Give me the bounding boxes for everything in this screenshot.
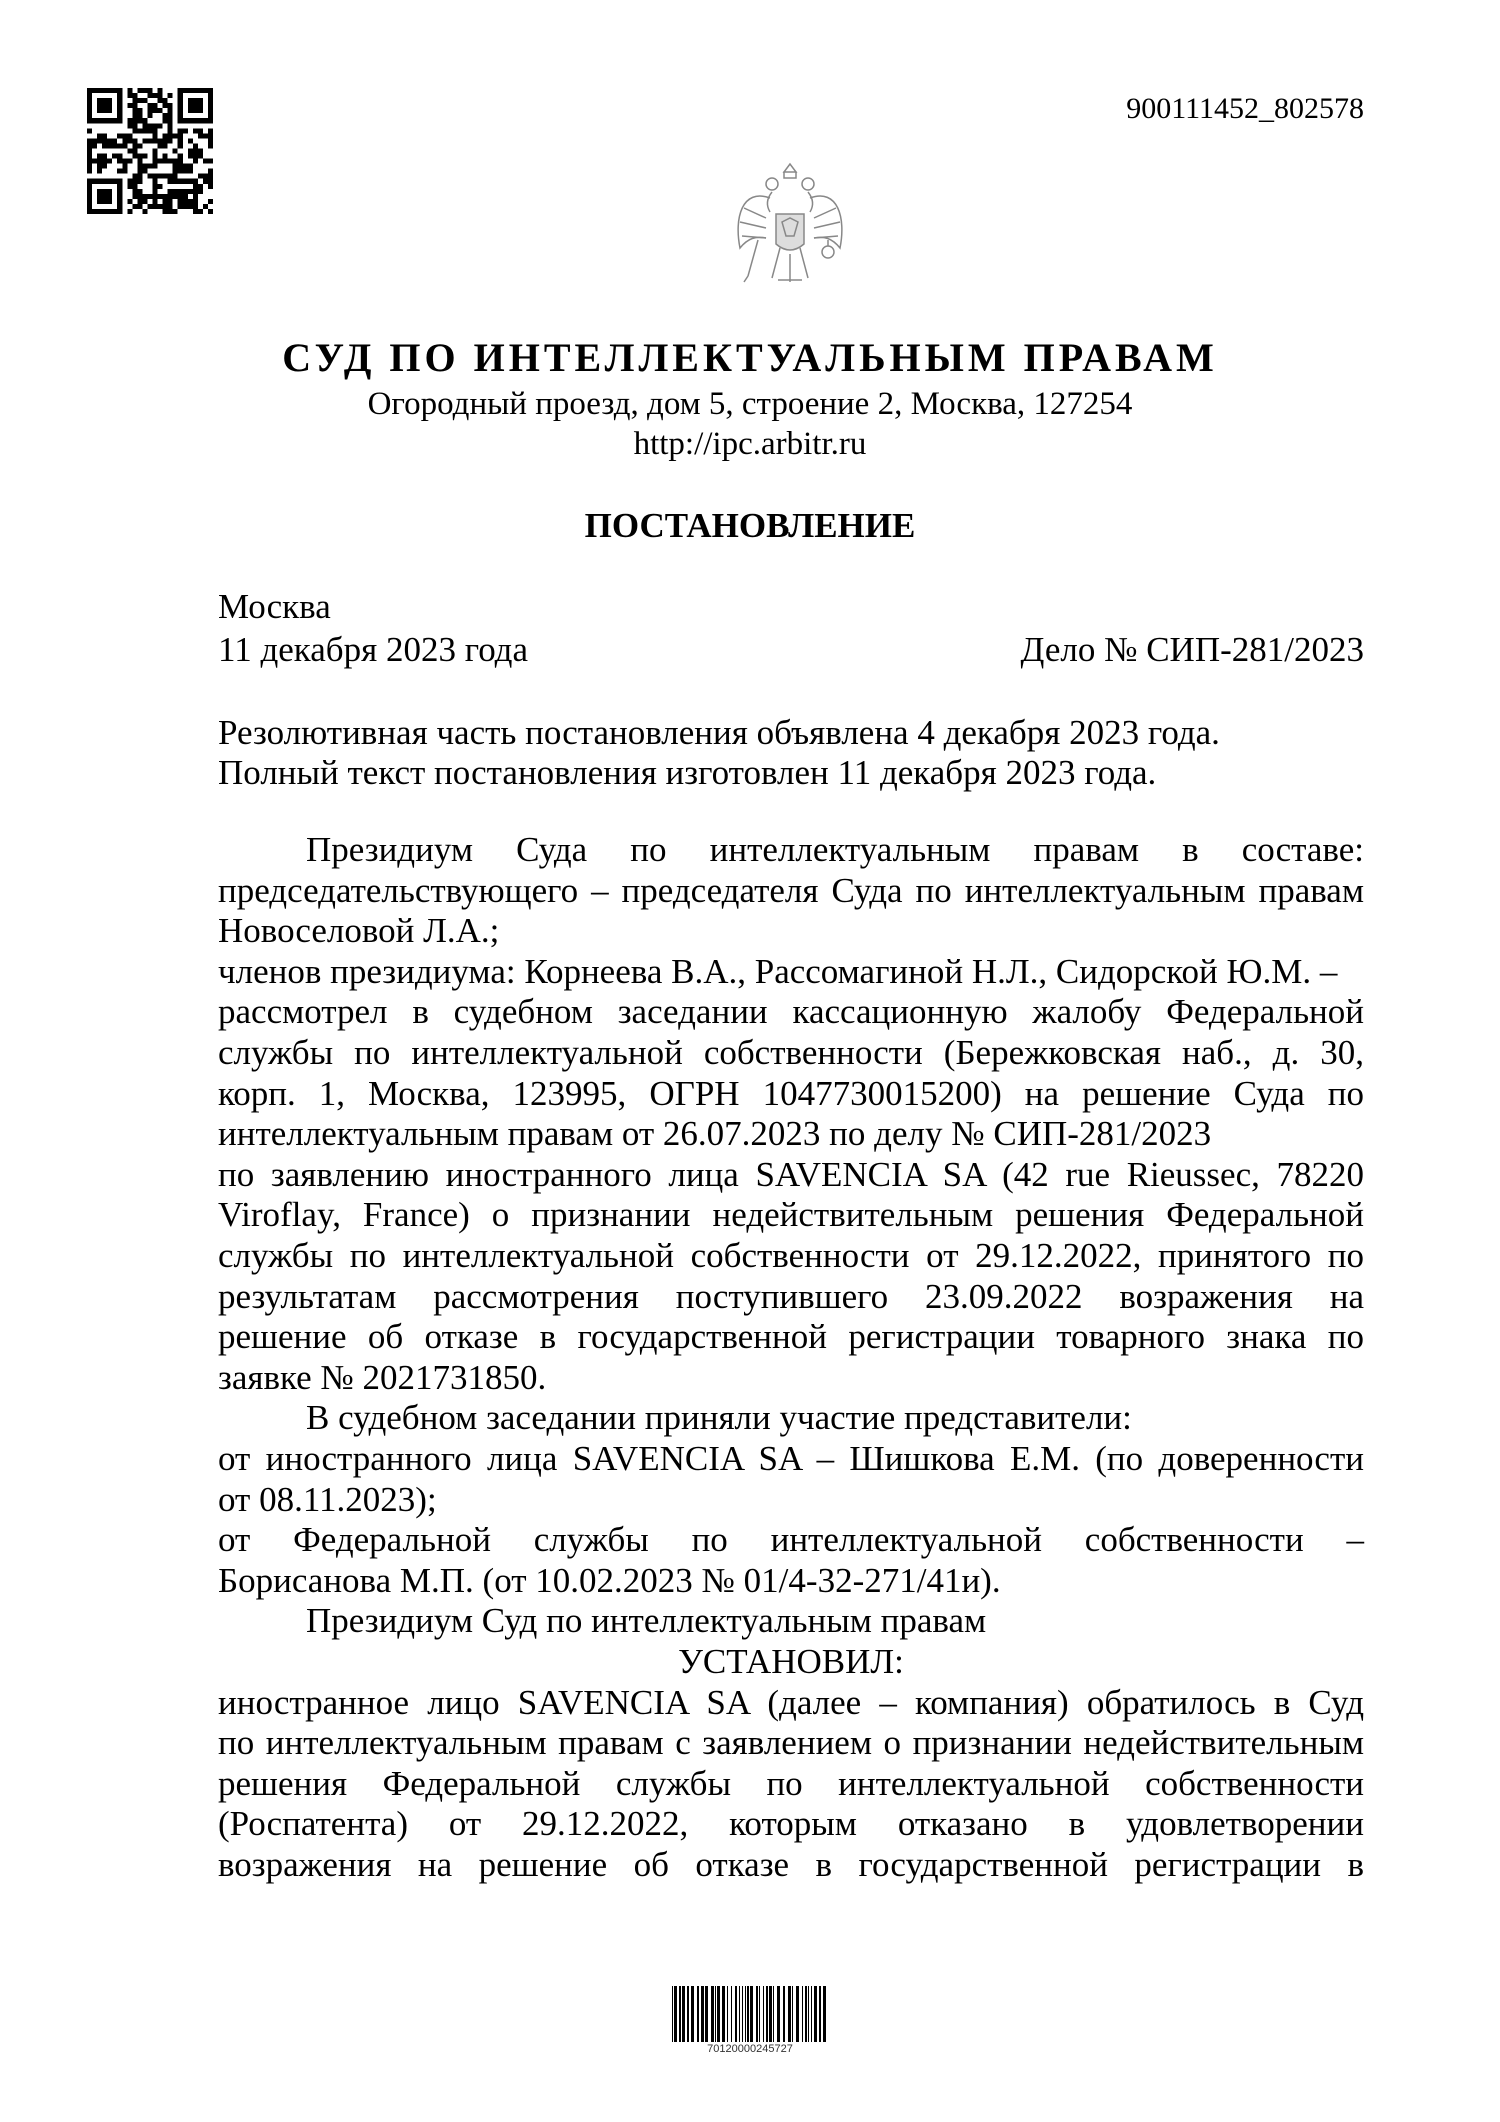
body-line: Новоселовой Л.А.; bbox=[218, 911, 500, 951]
body-line: службы по интеллектуальной собственности от 29.12.2022, принятого по bbox=[218, 1236, 1364, 1275]
body-line: результатам рассмотрения поступившего 23.09.2022 возражения на bbox=[218, 1276, 1364, 1316]
body-line: по интеллектуальным правам с заявлением о признании недействительным bbox=[218, 1723, 1364, 1763]
case-number: Дело № СИП-281/2023 bbox=[1020, 630, 1364, 669]
body-line: членов президиума: Корнеева В.А., Рассомагиной Н.Л., Сидорской Ю.М. – bbox=[218, 951, 1338, 991]
intro-line: Резолютивная часть постановления объявлена 4 декабря 2023 года. bbox=[218, 713, 1220, 752]
body-line: заявке № 2021731850. bbox=[218, 1357, 547, 1397]
body-line: Борисанова М.П. (от 10.02.2023 № 01/4-32-271/41и). bbox=[218, 1560, 1001, 1600]
body-line: Президиум Суда по интеллектуальным правам в составе: bbox=[306, 830, 1364, 869]
city: Москва bbox=[218, 587, 331, 626]
body-line: интеллектуальным правам от 26.07.2023 по делу № СИП-281/2023 bbox=[218, 1114, 1212, 1154]
body-line: решение об отказе в государственной регистрации товарного знака по bbox=[218, 1317, 1364, 1357]
section-heading: УСТАНОВИЛ: bbox=[678, 1642, 904, 1681]
body-line: Президиум Суд по интеллектуальным правам bbox=[306, 1601, 987, 1641]
body-line: от 08.11.2023); bbox=[218, 1479, 437, 1519]
body-line: решения Федеральной службы по интеллектуальной собственности bbox=[218, 1763, 1364, 1803]
body-line: председательствующего – председателя Суда по интеллектуальным правам bbox=[218, 870, 1364, 910]
body-line: от иностранного лица SAVENCIA SA – Шишкова Е.М. (по доверенности bbox=[218, 1439, 1364, 1478]
body-line: по заявлению иностранного лица SAVENCIA SA (42 rue Rieussec, 78220 bbox=[218, 1154, 1364, 1194]
body-line: от Федеральной службы по интеллектуальной собственности – bbox=[218, 1520, 1364, 1560]
qr-code-icon bbox=[87, 88, 213, 214]
barcode-number: 70120000245727 bbox=[707, 2043, 793, 2055]
court-title: СУД ПО ИНТЕЛЛЕКТУАЛЬНЫМ ПРАВАМ bbox=[282, 335, 1218, 380]
intro-line: Полный текст постановления изготовлен 11 декабря 2023 года. bbox=[218, 753, 1157, 792]
barcode-icon bbox=[672, 1986, 828, 2042]
document-number: 900111452_802578 bbox=[1126, 92, 1364, 125]
document-type-heading: ПОСТАНОВЛЕНИЕ bbox=[584, 506, 916, 545]
court-url[interactable]: http://ipc.arbitr.ru bbox=[633, 426, 867, 462]
body-line: (Роспатента) от 29.12.2022, которым отказано в удовлетворении bbox=[218, 1804, 1364, 1844]
body-line: иностранное лицо SAVENCIA SA (далее – компания) обратилось в Суд bbox=[218, 1682, 1364, 1722]
body-line: рассмотрел в судебном заседании кассационную жалобу Федеральной bbox=[218, 992, 1364, 1032]
body-line: корп. 1, Москва, 123995, ОГРН 1047730015200) на решение Суда по bbox=[218, 1073, 1364, 1113]
coat-of-arms-icon bbox=[722, 158, 858, 298]
body-line: возражения на решение об отказе в государственной регистрации в bbox=[218, 1845, 1364, 1884]
document-date: 11 декабря 2023 года bbox=[218, 630, 529, 669]
body-line: Viroflay, France) о признании недействительным решения Федеральной bbox=[218, 1195, 1364, 1235]
court-address: Огородный проезд, дом 5, строение 2, Москва, 127254 bbox=[367, 386, 1133, 422]
body-line: В судебном заседании приняли участие представители: bbox=[306, 1398, 1132, 1438]
body-line: службы по интеллектуальной собственности (Бережковская наб., д. 30, bbox=[218, 1033, 1364, 1072]
